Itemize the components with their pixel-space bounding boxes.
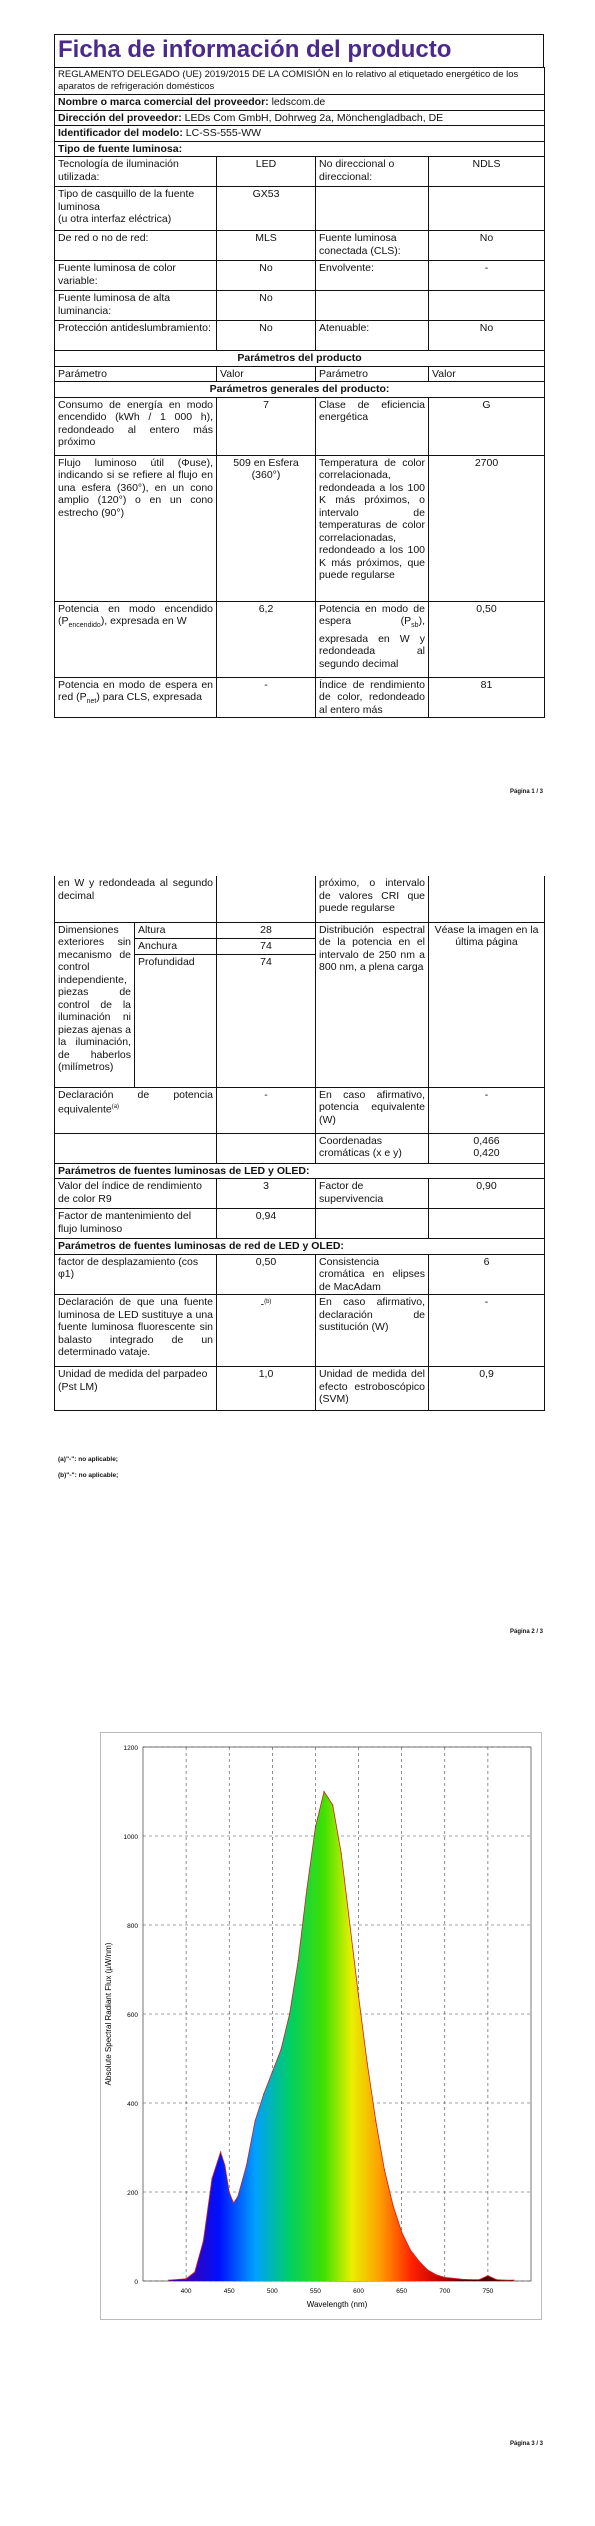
led-title: Parámetros de fuentes luminosas de LED y OLED:: [55, 1163, 545, 1179]
spectrum-point: [315, 1827, 316, 1828]
tech-value: LED: [217, 157, 316, 187]
x-tick-label: 650: [396, 2288, 408, 2295]
y-axis-label: Absolute Spectral Radiant Flux (µW/nm): [104, 1942, 113, 2086]
height-value: 28: [217, 922, 316, 938]
cct-value: 2700: [429, 455, 545, 601]
y-tick-label: 800: [127, 1923, 138, 1930]
spectrum-point: [479, 2279, 480, 2280]
spectrum-point: [254, 2120, 255, 2121]
spectrum-point: [237, 2196, 238, 2197]
strobo-value: 0,9: [429, 1367, 545, 1411]
address-row: [55, 110, 545, 126]
surv-value: 0,90: [429, 1179, 545, 1209]
dim-value: No: [429, 321, 545, 351]
model-label: Identificador del modelo:: [58, 127, 183, 139]
standby-value: 0,50: [429, 601, 545, 677]
spd-value: Véase la imagen en la última página: [429, 922, 545, 1087]
macadam-value: 6: [429, 1254, 545, 1295]
eqp-w-label: En caso afirmativo, potencia equivalente (W): [316, 1087, 429, 1133]
spectrum-point: [513, 2280, 514, 2281]
eclass-label: Clase de eficiencia energética: [316, 397, 429, 455]
spectrum-point: [298, 1960, 299, 1961]
tech-label: Tecnología de iluminación utilizada:: [55, 157, 217, 187]
spectrum-point: [186, 2278, 187, 2279]
spectrum-chart: [101, 1733, 541, 2319]
spd-label: Distribución espectral de la potencia en el intervalo de 250 nm a 800 nm, a plena carga: [316, 922, 429, 1087]
strobo-label: Unidad de medida del efecto estroboscópico (SVM): [316, 1367, 429, 1411]
maint-value: 0,94: [217, 1209, 316, 1239]
x-tick-label: 550: [310, 2288, 321, 2295]
spectrum-point: [470, 2279, 471, 2280]
spectrum-point: [384, 2169, 385, 2170]
width-value: 74: [217, 938, 316, 954]
spectrum-point: [453, 2278, 454, 2279]
depth-value: 74: [217, 954, 316, 1087]
repl-value: -$^{(b)}$: [217, 1295, 316, 1367]
spectrum-point: [289, 2013, 290, 2014]
spectrum-point: [323, 1791, 324, 1792]
spectrum-point: [444, 2277, 445, 2278]
y-tick-label: 200: [127, 2190, 138, 2197]
x-tick-label: 400: [180, 2288, 192, 2295]
surv-label: Factor de supervivencia: [316, 1179, 429, 1209]
cap-cell: [55, 187, 217, 231]
spectrum-point: [427, 2269, 428, 2270]
spectrum-point: [349, 1924, 350, 1925]
col-param-1: Parámetro: [55, 366, 217, 382]
x-tick-label: 500: [266, 2288, 278, 2295]
eqp-label: Declaración de potencia equivalente$^{(a)}$: [55, 1087, 217, 1133]
cls-value: No: [429, 231, 545, 261]
color-value: No: [217, 261, 316, 291]
spectrum-point: [229, 2191, 230, 2192]
net-value: -: [217, 677, 316, 718]
spectrum-point: [341, 1853, 342, 1854]
spectrum-point: [194, 2272, 195, 2273]
color-label: Fuente luminosa de color variable:: [55, 261, 217, 291]
height-label: Altura: [135, 922, 217, 938]
product-info-table-p1: [54, 67, 545, 718]
product-info-table-p2: [54, 876, 545, 1411]
spectrum-point: [487, 2275, 488, 2276]
col-value-2: Valor: [429, 366, 545, 382]
x-axis-label: Wavelength (nm): [306, 2300, 368, 2309]
hl-value: No: [217, 291, 316, 321]
address-value: LEDs Com GmbH, Dohrweg 2a, Mönchengladbach, DE: [184, 111, 444, 124]
spectrum-point: [392, 2205, 393, 2206]
col-value-1: Valor: [217, 366, 316, 382]
r9-value: 3: [217, 1179, 316, 1209]
mains-value: MLS: [217, 231, 316, 261]
spectrum-point: [410, 2249, 411, 2250]
x-tick-label: 600: [353, 2288, 364, 2295]
eqp-w-value: -: [429, 1087, 545, 1133]
envelope-label: Envolvente:: [316, 261, 429, 291]
spectrum-point: [220, 2151, 221, 2152]
model-value: LC-SS-555-WW: [185, 127, 262, 139]
nondir-label: No direccional o direccional:: [316, 157, 429, 187]
x-tick-label: 700: [439, 2288, 451, 2295]
envelope-value: -: [429, 261, 545, 291]
energy-value: 7: [217, 397, 316, 455]
mled-title: Parámetros de fuentes luminosas de red de LED y OLED:: [55, 1239, 545, 1255]
title-box: [54, 34, 544, 67]
r9-label: Valor del índice de rendimiento de color R9: [55, 1179, 217, 1209]
cap-label: Tipo de casquillo de la fuente luminosa: [58, 188, 195, 213]
spectrum-point: [306, 1889, 307, 1890]
eqp-value: -: [217, 1087, 316, 1133]
depth-label: Profundidad: [135, 954, 217, 1087]
cri-label-cont: próximo, o intervalo de valores CRI que puede regularse: [316, 876, 429, 922]
repl-label: Declaración de que una fuente luminosa de LED sustituye a una fuente luminosa fluorescente sin balasto integrado de un determinado vataje.: [55, 1295, 217, 1367]
y-tick-label: 1200: [123, 1745, 138, 1752]
general-title: Parámetros generales del producto:: [55, 382, 545, 398]
eclass-value: G: [429, 397, 545, 455]
spectrum-point: [233, 2203, 234, 2204]
supplier-value: ledscom.de: [271, 96, 326, 108]
page-number: Página 3 / 3: [509, 2441, 543, 2447]
energy-label: Consumo de energía en modo encendido (kWh / 1 000 h), redondeado al entero más próximo: [55, 397, 217, 455]
spectrum-point: [203, 2240, 204, 2241]
flux-label: Flujo luminoso útil (Φuse), indicando si se refiere al flujo en una esfera (360°), en un cono amplio (120°) o en un cono estrecho (90°): [55, 455, 217, 601]
y-tick-label: 1000: [123, 1834, 138, 1841]
spectrum-point: [280, 2049, 281, 2050]
cap-sub: (u otra interfaz eléctrica): [58, 213, 172, 225]
mains-label: De red o no de red:: [55, 231, 217, 261]
spectrum-chart-frame: [100, 1732, 542, 2320]
glare-label: Protección antideslumbramiento:: [55, 321, 217, 351]
spectrum-point: [211, 2178, 212, 2179]
spectrum-point: [332, 1804, 333, 1805]
spectrum-point: [461, 2279, 462, 2280]
power-label: Potencia en modo encendido $(P_{encendido})$, expresada en W: [55, 601, 217, 677]
params-title: Parámetros del producto: [55, 351, 545, 367]
dims-label: Dimensiones exteriores sin mecanismo de control independiente, piezas de control de la iluminación ni piezas ajenas a la iluminación, de haberlos (milímetros): [55, 922, 135, 1087]
cls-label: Fuente luminosa conectada (CLS):: [316, 231, 429, 261]
footnote-b: (b)"-": no aplicable;: [58, 1472, 119, 1479]
spectrum-point: [496, 2279, 497, 2280]
power-value: 6,2: [217, 601, 316, 677]
model-row: [55, 126, 545, 142]
glare-value: No: [217, 321, 316, 351]
width-label: Anchura: [135, 938, 217, 954]
repl-w-label: En caso afirmativo, declaración de sustitución (W): [316, 1295, 429, 1367]
disp-label: factor de desplazamiento (cos φ1): [55, 1254, 217, 1295]
spectrum-point: [375, 2120, 376, 2121]
standby-label: Potencia en modo de espera $(P_{sb})$, expresada en W y redondeada al segundo decimal: [316, 601, 429, 677]
net-label: Potencia en modo de espera en red $(P_{net})$ para CLS, expresada: [55, 677, 217, 718]
disp-value: 0,50: [217, 1254, 316, 1295]
spectrum-point: [224, 2165, 225, 2166]
macadam-label: Consistencia cromática en elipses de MacAdam: [316, 1254, 429, 1295]
footnote-a: (a)"-": no aplicable;: [58, 1456, 118, 1463]
y-tick-label: 400: [127, 2101, 138, 2108]
x-tick-label: 450: [223, 2288, 235, 2295]
nondir-value: NDLS: [429, 157, 545, 187]
hl-label: Fuente luminosa de alta luminancia:: [55, 291, 217, 321]
cri-value: 81: [429, 677, 545, 718]
page-number: Página 2 / 3: [509, 1629, 543, 1635]
chroma-label: Coordenadas cromáticas (x e y): [316, 1133, 429, 1163]
x-tick-label: 750: [482, 2288, 494, 2295]
cri-label: Índice de rendimiento de color, redondeado al entero más: [316, 677, 429, 718]
chroma-values: 0,466 0,420: [429, 1133, 545, 1163]
supplier-label: Nombre o marca comercial del proveedor:: [58, 96, 269, 108]
flicker-value: 1,0: [217, 1367, 316, 1411]
flicker-label: Unidad de medida del parpadeo (Pst LM): [55, 1367, 217, 1411]
spectrum-point: [246, 2165, 247, 2166]
spectrum-point: [367, 2062, 368, 2063]
regulation-text: REGLAMENTO DELEGADO (UE) 2019/2015 DE LA COMISIÓN en lo relativo al etiquetado energético de los aparatos de refrigeración domésticos: [55, 68, 545, 95]
flux-value: 509 en Esfera (360°): [217, 455, 316, 601]
supplier-row: [55, 95, 545, 111]
spectrum-point: [418, 2260, 419, 2261]
y-tick-label: 600: [127, 2012, 138, 2019]
spectrum-point: [358, 1996, 359, 1997]
spectrum-point: [263, 2094, 264, 2095]
cap-value: GX53: [217, 187, 316, 231]
spectrum-point: [436, 2274, 437, 2275]
cct-label: Temperatura de color correlacionada, redondeada a los 100 K más próximos, o intervalo de temperaturas de color correlacionadas, redondeado a los 100 K más próximos, que puede regularse: [316, 455, 429, 601]
net-label-cont: en W y redondeada al segundo decimal: [55, 876, 217, 922]
maint-label: Factor de mantenimiento del flujo luminoso: [55, 1209, 217, 1239]
page-title: Ficha de información del producto: [58, 36, 452, 63]
spectrum-point: [272, 2071, 273, 2072]
y-tick-label: 0: [134, 2279, 138, 2286]
col-param-2: Parámetro: [316, 366, 429, 382]
page-number: Página 1 / 3: [509, 789, 543, 795]
address-label: Dirección del proveedor:: [58, 111, 182, 124]
spectrum-point: [168, 2280, 169, 2281]
spectrum-point: [505, 2280, 506, 2281]
repl-w-value: -: [429, 1295, 545, 1367]
spectrum-point: [401, 2231, 402, 2232]
source-type-heading: Tipo de fuente luminosa:: [55, 141, 545, 157]
dim-label: Atenuable:: [316, 321, 429, 351]
